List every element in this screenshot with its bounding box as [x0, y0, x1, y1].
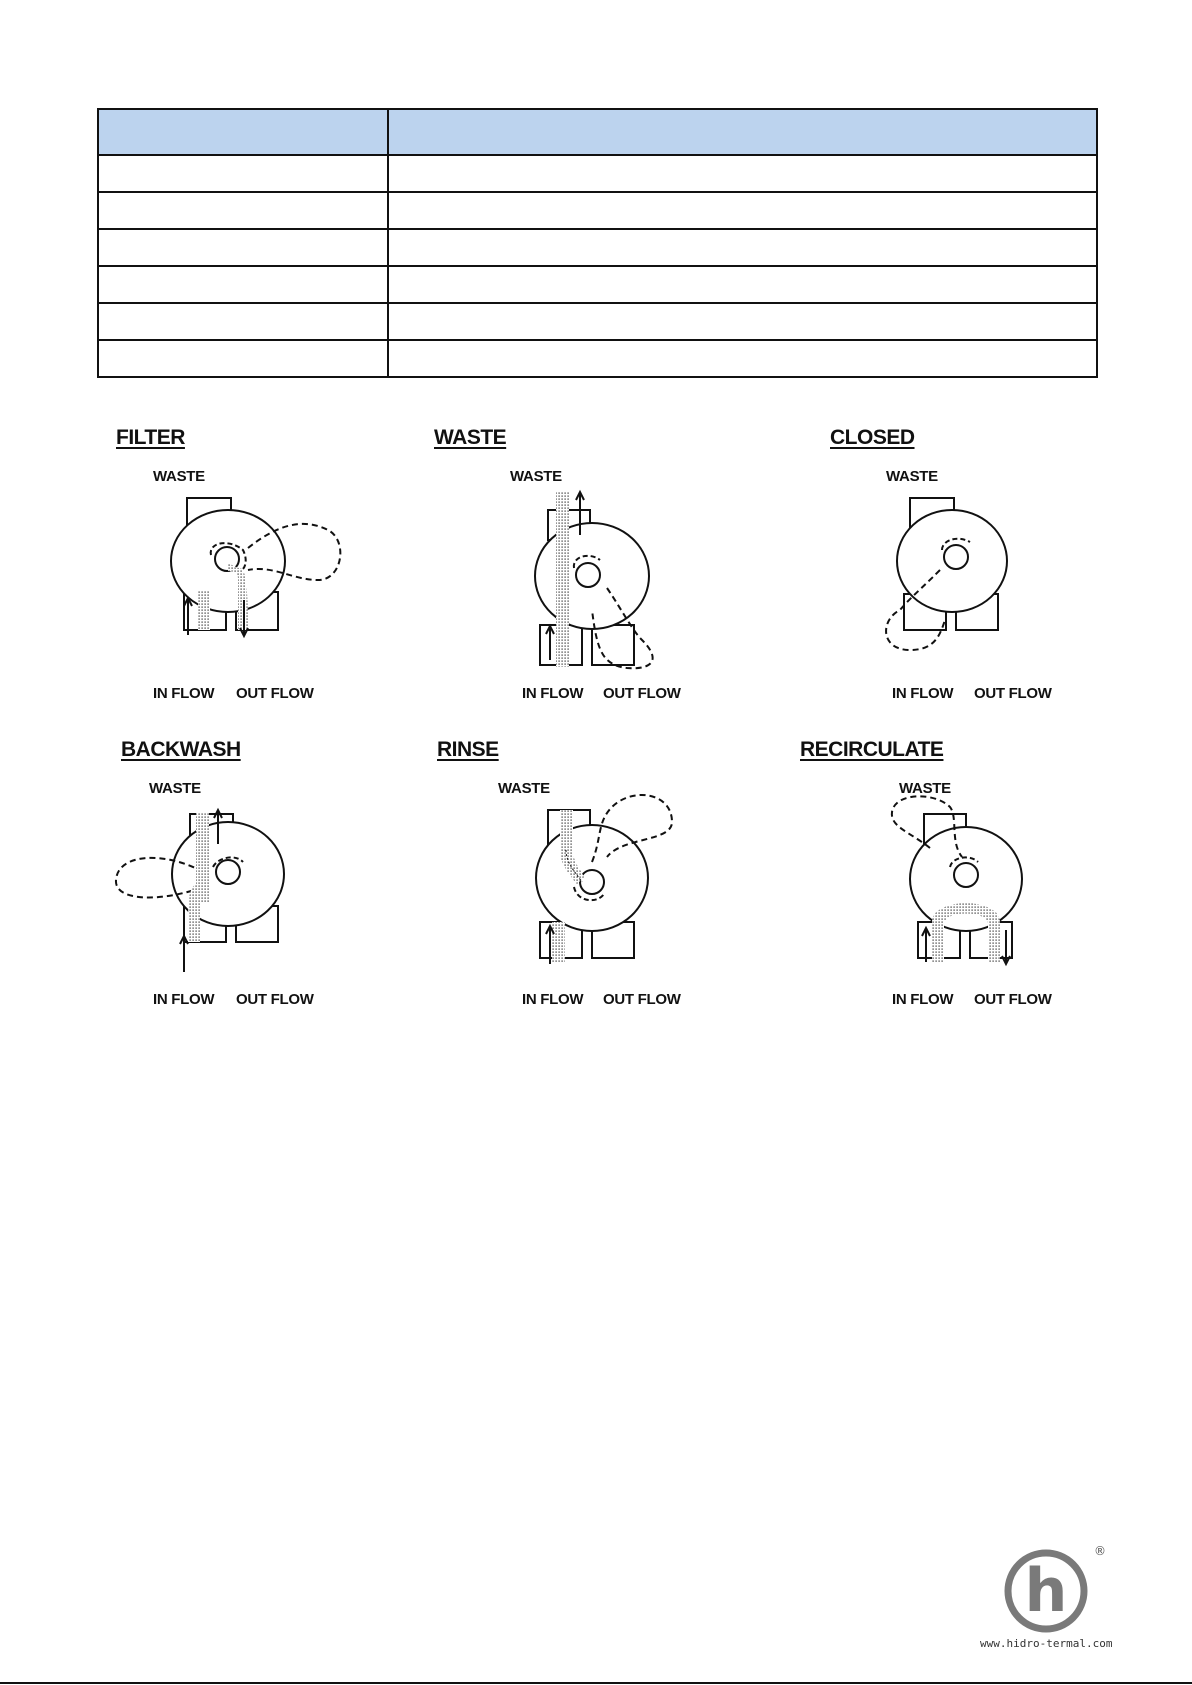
table-cell [98, 192, 388, 229]
waste-port-label: WASTE [149, 780, 201, 797]
waste-port-label: WASTE [498, 780, 550, 797]
table-row [98, 303, 1097, 340]
website-url[interactable]: www.hidro-termal.com [980, 1637, 1113, 1650]
table-cell [98, 303, 388, 340]
table-cell [98, 266, 388, 303]
out-flow-label: OUT FLOW [603, 685, 681, 702]
out-flow-label: OUT FLOW [236, 685, 314, 702]
mode-title: RINSE [437, 738, 499, 761]
waste-port-label: WASTE [510, 468, 562, 485]
diagram-filter [108, 420, 438, 720]
diagram-recirculate [800, 732, 1130, 1032]
valve-rinse-icon [432, 732, 762, 1032]
valve-filter-icon [108, 420, 438, 720]
valve-backwash-icon [108, 732, 438, 1032]
waste-port-label: WASTE [899, 780, 951, 797]
valve-waste-icon [432, 420, 762, 720]
in-flow-label: IN FLOW [153, 991, 215, 1008]
table-cell [98, 340, 388, 377]
table-row [98, 266, 1097, 303]
valve-recirculate-icon [800, 732, 1130, 1032]
mode-title: CLOSED [830, 426, 915, 449]
diagram-closed [800, 420, 1130, 720]
diagram-waste [432, 420, 762, 720]
table-cell [388, 266, 1097, 303]
bottom-divider [0, 1682, 1192, 1684]
logo-letter: h [1024, 1556, 1068, 1626]
in-flow-label: IN FLOW [522, 991, 584, 1008]
in-flow-label: IN FLOW [153, 685, 215, 702]
hidro-termal-logo-icon [978, 1545, 1108, 1675]
table-row [98, 229, 1097, 266]
table-header-cell [388, 109, 1097, 155]
out-flow-label: OUT FLOW [236, 991, 314, 1008]
diagram-rinse [432, 732, 762, 1032]
out-flow-label: OUT FLOW [974, 991, 1052, 1008]
table-header-cell [98, 109, 388, 155]
table-cell [98, 229, 388, 266]
table-cell [388, 303, 1097, 340]
table-header-row [98, 109, 1097, 155]
table-cell [388, 192, 1097, 229]
table-cell [388, 155, 1097, 192]
table-row [98, 192, 1097, 229]
table-row [98, 340, 1097, 377]
table-row [98, 155, 1097, 192]
mode-title: WASTE [434, 426, 507, 449]
in-flow-label: IN FLOW [892, 991, 954, 1008]
out-flow-label: OUT FLOW [974, 685, 1052, 702]
in-flow-label: IN FLOW [522, 685, 584, 702]
out-flow-label: OUT FLOW [603, 991, 681, 1008]
in-flow-label: IN FLOW [892, 685, 954, 702]
mode-title: BACKWASH [121, 738, 241, 761]
diagram-backwash [108, 732, 438, 1032]
registered-mark: ® [1094, 1545, 1106, 1558]
waste-port-label: WASTE [153, 468, 205, 485]
mode-title: FILTER [116, 426, 185, 449]
valve-mode-table [97, 108, 1098, 378]
mode-title: RECIRCULATE [800, 738, 944, 761]
valve-closed-icon [800, 420, 1130, 720]
table-cell [388, 229, 1097, 266]
waste-port-label: WASTE [886, 468, 938, 485]
table-cell [388, 340, 1097, 377]
table-cell [98, 155, 388, 192]
